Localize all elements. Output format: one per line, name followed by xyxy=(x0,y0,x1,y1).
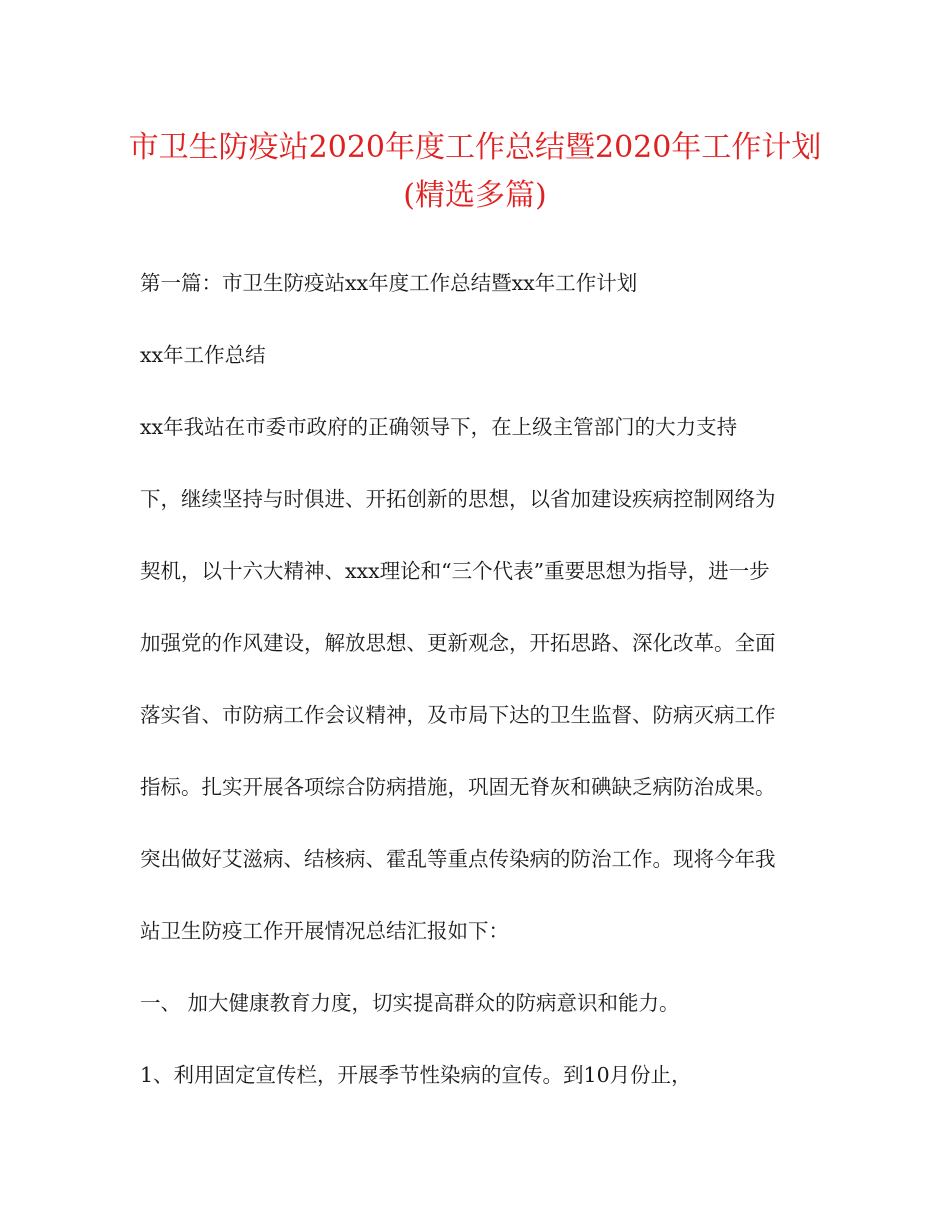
paragraph-line: xx年我站在市委市政府的正确领导下，在上级主管部门的大力支持 xyxy=(140,415,738,439)
paragraph-line: 站卫生防疫工作开展情况总结汇报如下： xyxy=(140,919,509,943)
document-title-line-2: (精选多篇) xyxy=(403,178,547,213)
section-heading-health-education: 一、 加大健康教育力度，切实提高群众的防病意识和能力。 xyxy=(140,991,680,1015)
paragraph-line: 指标。扎实开展各项综合防病措施，巩固无脊灰和碘缺乏病防治成果。 xyxy=(140,775,776,799)
document-title-line-1: 市卫生防疫站2020年度工作总结暨2020年工作计划 xyxy=(128,130,822,165)
paragraph-line: 突出做好艾滋病、结核病、霍乱等重点传染病的防治工作。现将今年我 xyxy=(140,847,776,871)
paragraph-line: 契机，以十六大精神、xxx理论和“三个代表”重要思想为指导，进一步 xyxy=(140,559,770,583)
section-heading-first-article: 第一篇：市卫生防疫站xx年度工作总结暨xx年工作计划 xyxy=(140,271,638,295)
paragraph-line: 落实省、市防病工作会议精神，及市局下达的卫生监督、防病灭病工作 xyxy=(140,703,776,727)
paragraph-line: 加强党的作风建设，解放思想、更新观念，开拓思路、深化改革。全面 xyxy=(140,631,776,655)
list-item-bulletin-board: 1、利用固定宣传栏，开展季节性染病的宣传。到10月份止， xyxy=(140,1063,692,1087)
subheading-annual-summary: xx年工作总结 xyxy=(140,343,266,367)
paragraph-line: 下，继续坚持与时俱进、开拓创新的思想，以省加建设疾病控制网络为 xyxy=(140,487,776,511)
